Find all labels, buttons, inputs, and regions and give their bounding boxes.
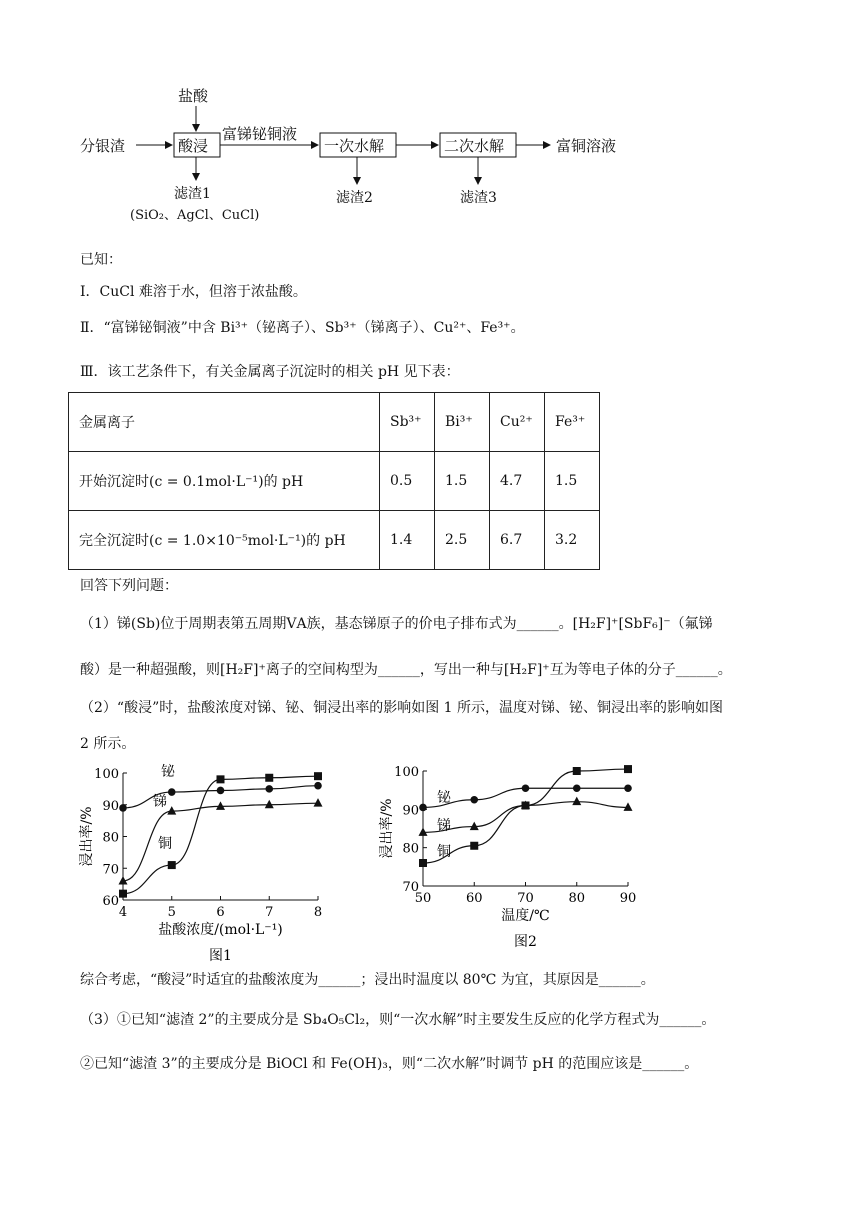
- table-header-cell: Cu²⁺: [490, 393, 545, 452]
- y-tick-label: 90: [102, 798, 119, 814]
- data-point-锑: [470, 822, 479, 831]
- series-label: 铋: [437, 790, 451, 806]
- y-axis-label: 浸出率/%: [379, 798, 395, 859]
- y-tick-label: 100: [94, 767, 119, 782]
- flow-start-label: 分银渣: [80, 137, 126, 155]
- data-point-铋: [522, 784, 530, 792]
- y-tick-label: 80: [102, 830, 119, 846]
- data-point-铜: [419, 859, 427, 867]
- data-point-铋: [314, 782, 322, 790]
- table-header-row: [69, 393, 600, 452]
- data-point-铋: [265, 785, 273, 793]
- data-point-铜: [168, 861, 176, 869]
- y-tick-label: 60: [102, 894, 119, 909]
- x-tick-label: 6: [216, 905, 225, 920]
- known-item-3: Ⅲ．该工艺条件下，有关金属离子沉淀时的相关 pH 见下表：: [80, 364, 460, 380]
- data-point-铜: [522, 802, 530, 810]
- flow-liquid-label: 富锑铋铜液: [222, 125, 298, 143]
- data-point-锑: [265, 800, 274, 809]
- flow-step1-label: 酸浸: [178, 137, 209, 155]
- data-point-铋: [168, 788, 176, 796]
- series-label: 锑: [153, 794, 167, 810]
- data-point-锑: [624, 802, 633, 811]
- data-point-锑: [167, 806, 176, 815]
- x-axis-label: 盐酸浓度/(mol·L⁻¹): [158, 922, 283, 938]
- x-tick-label: 70: [517, 891, 534, 906]
- table-cell: 4.7: [490, 452, 545, 511]
- data-point-铋: [217, 787, 225, 795]
- known-item-2: Ⅱ．“富锑铋铜液”中含 Bi³⁺（铋离子）、Sb³⁺（锑离子）、Cu²⁺、Fe³⁺。: [80, 320, 525, 336]
- table-header-cell: 金属离子: [69, 393, 380, 452]
- flow-arrows: [0, 80, 860, 230]
- x-tick-label: 7: [265, 905, 274, 920]
- data-point-锑: [572, 797, 581, 806]
- flow-residue3-label: 滤渣3: [460, 190, 497, 206]
- table-cell: 0.5: [380, 452, 435, 511]
- data-point-铜: [217, 775, 225, 783]
- series-label: 锑: [437, 818, 451, 834]
- y-tick-label: 70: [102, 862, 119, 878]
- question-3-line-2: ②已知“滤渣 3”的主要成分是 BiOCl 和 Fe(OH)₃，则“二次水解”时调节 pH 的范围应该是______。: [80, 1056, 699, 1072]
- data-point-铜: [624, 765, 632, 773]
- known-title: 已知：: [80, 252, 122, 268]
- x-tick-label: 4: [118, 905, 128, 920]
- data-point-铜: [573, 767, 581, 775]
- data-point-铜: [470, 842, 478, 850]
- y-tick-label: 100: [394, 765, 419, 780]
- question-1-line-1: （1）锑(Sb)位于周期表第五周期ⅤA族，基态锑原子的价电子排布式为______。[H₂F]⁺[SbF₆]⁻（氟锑: [80, 616, 713, 632]
- table-cell: 1.5: [545, 452, 600, 511]
- answer-prompt: 回答下列问题：: [80, 578, 178, 594]
- table-cell: 2.5: [435, 511, 490, 570]
- flow-hcl-label: 盐酸: [178, 87, 209, 105]
- chart-figure-2: [375, 756, 645, 966]
- question-2-line-2: 2 所示。: [80, 736, 136, 752]
- table-cell: 完全沉淀时(c = 1.0×10⁻⁵mol·L⁻¹)的 pH: [69, 511, 380, 570]
- table-cell: 1.4: [380, 511, 435, 570]
- flow-step3-label: 二次水解: [444, 137, 505, 155]
- series-label: 铜: [437, 844, 451, 860]
- table-row: [69, 452, 600, 511]
- series-line-铜: [423, 769, 628, 863]
- chart-title: 图1: [209, 948, 232, 964]
- data-point-铜: [265, 774, 273, 782]
- question-2-line-1: （2）“酸浸”时，盐酸浓度对锑、铋、铜浸出率的影响如图 1 所示，温度对锑、铋、铜浸出率的影响如图: [80, 700, 724, 716]
- chart-title: 图2: [514, 934, 537, 950]
- table-header-cell: Bi³⁺: [435, 393, 490, 452]
- y-tick-label: 70: [402, 880, 419, 895]
- table-header-cell: Sb³⁺: [380, 393, 435, 452]
- data-point-铜: [119, 890, 127, 898]
- table-cell: 3.2: [545, 511, 600, 570]
- question-3-line-1: （3）①已知“滤渣 2”的主要成分是 Sb₄O₅Cl₂，则“一次水解”时主要发生反应的化学方程式为______。: [80, 1012, 716, 1028]
- ph-table: [68, 392, 600, 570]
- question-2-line-3: 综合考虑，“酸浸”时适宜的盐酸浓度为______；浸出时温度以 80℃ 为宜，其原因是______。: [80, 972, 655, 988]
- flow-residue2-label: 滤渣2: [336, 190, 373, 206]
- flow-residue1-label: 滤渣1: [174, 186, 211, 202]
- x-tick-label: 90: [619, 891, 637, 906]
- flow-residue1-composition: (SiO₂、AgCl、CuCl): [130, 208, 260, 223]
- known-item-1: Ⅰ．CuCl 难溶于水，但溶于浓盐酸。: [80, 284, 307, 300]
- series-label: 铋: [161, 764, 175, 780]
- data-point-锑: [314, 798, 323, 807]
- y-tick-label: 90: [402, 803, 419, 819]
- table-cell: 开始沉淀时(c = 0.1mol·L⁻¹)的 pH: [69, 452, 380, 511]
- chart-figure-1: [70, 756, 340, 966]
- x-tick-label: 80: [568, 891, 586, 906]
- table-cell: 6.7: [490, 511, 545, 570]
- data-point-铋: [470, 796, 478, 804]
- data-point-锑: [216, 801, 225, 810]
- x-tick-label: 50: [414, 891, 432, 906]
- data-point-铋: [624, 784, 632, 792]
- table-cell: 1.5: [435, 452, 490, 511]
- flow-step2-label: 一次水解: [324, 137, 385, 155]
- table-header-cell: Fe³⁺: [545, 393, 600, 452]
- table-row: [69, 511, 600, 570]
- data-point-锑: [419, 827, 428, 836]
- data-point-铋: [119, 804, 127, 812]
- series-line-锑: [123, 803, 318, 881]
- y-tick-label: 80: [402, 841, 419, 857]
- y-axis-label: 浸出率/%: [79, 806, 95, 867]
- data-point-铋: [573, 784, 581, 792]
- data-point-铋: [419, 804, 427, 812]
- x-axis-label: 温度/℃: [501, 908, 550, 924]
- x-tick-label: 5: [167, 905, 176, 920]
- x-tick-label: 8: [313, 905, 323, 920]
- series-label: 铜: [158, 836, 172, 852]
- question-1-line-2: 酸）是一种超强酸，则[H₂F]⁺离子的空间构型为______，写出一种与[H₂F]⁺互为等电子体的分子______。: [80, 662, 732, 678]
- data-point-铜: [314, 772, 322, 780]
- x-tick-label: 60: [465, 891, 483, 906]
- flow-end-label: 富铜溶液: [556, 137, 617, 155]
